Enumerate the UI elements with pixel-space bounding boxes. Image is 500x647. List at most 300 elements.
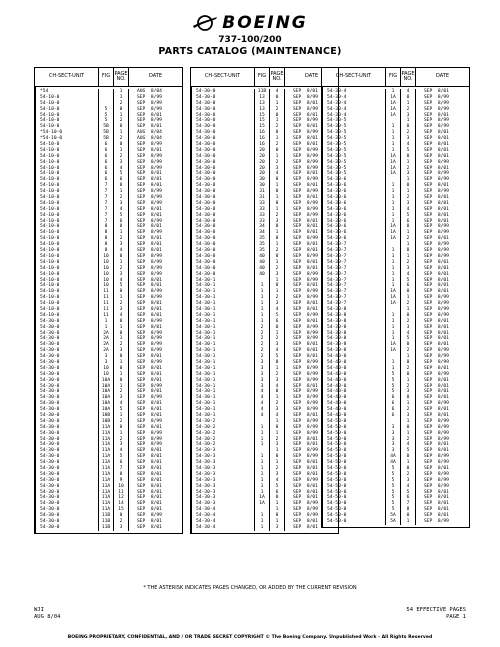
fig-cell: 3: [99, 360, 114, 366]
date-cell: SEP 8/01: [424, 277, 449, 283]
unit-cell: 54-30-7: [322, 242, 386, 248]
unit-cell: 54-30-0: [35, 425, 99, 431]
page-cell: 1: [401, 160, 416, 166]
aircraft-model: 737-100/200: [218, 35, 282, 45]
date-cell: SEP 8/01: [424, 112, 449, 118]
page-cell: 1: [270, 118, 285, 124]
page-cell: 1: [270, 136, 285, 142]
unit-cell: 54-10-0: [35, 266, 99, 272]
fig-cell: 6: [386, 407, 401, 413]
date-cell: SEP 8/99: [137, 318, 162, 324]
fig-cell: 10: [99, 254, 114, 260]
date-cell: SEP 8/01: [424, 324, 449, 330]
date-cell: SEP 8/01: [293, 348, 318, 354]
unit-cell: 54-30-1: [191, 283, 255, 289]
fig-cell: 11A: [99, 501, 114, 507]
fig-cell: 5: [386, 484, 401, 490]
unit-cell: 54-30-7: [322, 278, 386, 284]
unit-cell: 54-30-3: [191, 490, 255, 496]
date-cell: SEP 8/99: [424, 94, 449, 100]
unit-cell: 54-30-0: [35, 478, 99, 484]
date-cell: SEP 8/01: [293, 460, 318, 466]
unit-cell: 54-30-6: [322, 177, 386, 183]
unit-cell: 54-30-4: [322, 89, 386, 95]
fig-cell: 2A: [99, 342, 114, 348]
header-date: DATE: [148, 73, 162, 80]
fig-cell: 5A: [386, 513, 401, 519]
unit-cell: 54-10-0: [35, 124, 99, 130]
unit-cell: 54-30-6: [322, 219, 386, 225]
date-cell: SEP 8/99: [424, 230, 449, 236]
fig-cell: 1: [386, 130, 401, 136]
page-cell: 4: [401, 272, 416, 278]
date-cell: SEP 8/01: [137, 206, 162, 212]
page-cell: 1: [401, 295, 416, 301]
unit-cell: 54-50-0: [322, 490, 386, 496]
unit-cell: 54-40-0: [322, 372, 386, 378]
fig-cell: 1: [386, 336, 401, 342]
fig-cell: 11: [99, 307, 114, 313]
fig-cell: 10B: [99, 413, 114, 419]
fig-cell: 1: [386, 272, 401, 278]
fig-cell: 11A: [99, 484, 114, 490]
date-cell: SEP 8/01: [137, 283, 162, 289]
fig-cell: 7: [99, 219, 114, 225]
unit-cell: 54-30-0: [35, 366, 99, 372]
date-cell: SEP 8/01: [424, 265, 449, 271]
unit-cell: 54-10-0: [35, 107, 99, 113]
unit-cell: 54-30-7: [322, 283, 386, 289]
page-cell: 8: [114, 472, 129, 478]
unit-cell: 54-30-1: [191, 384, 255, 390]
unit-cell: 54-10-0: [35, 171, 99, 177]
unit-cell: 54-30-5: [322, 124, 386, 130]
page-cell: 3: [270, 407, 285, 413]
unit-cell: 54-30-0: [191, 118, 255, 124]
date-cell: SEP 8/99: [424, 301, 449, 307]
date-cell: SEP 8/01: [424, 271, 449, 277]
page-cell: 1: [270, 448, 285, 454]
page-cell: 3: [270, 525, 285, 531]
unit-cell: 54-40-0: [322, 401, 386, 407]
date-cell: SEP 8/01: [293, 489, 318, 495]
date-cell: SEP 8/99: [293, 189, 318, 195]
page-cell: 2: [270, 372, 285, 378]
fig-cell: 11A: [99, 437, 114, 443]
page-cell: 2: [270, 124, 285, 130]
page-cell: 0: [270, 95, 285, 101]
page-cell: 4: [114, 207, 129, 213]
page-cell: 15: [114, 507, 129, 513]
date-cell: SEP 8/99: [424, 189, 449, 195]
page-cell: 5: [401, 213, 416, 219]
page-cell: 1: [270, 101, 285, 107]
fig-cell: 1: [386, 201, 401, 207]
unit-cell: 54-30-6: [322, 213, 386, 219]
page-cell: 0: [270, 189, 285, 195]
document-header: [0, 12, 500, 57]
unit-cell: 54-30-4: [322, 95, 386, 101]
date-cell: SEP 8/99: [137, 359, 162, 365]
unit-cell: 54-10-0: [35, 219, 99, 225]
unit-cell: 54-10-0: [35, 307, 99, 313]
fig-cell: 40: [255, 266, 270, 272]
unit-cell: 54-30-0: [191, 95, 255, 101]
fig-cell: 7: [99, 201, 114, 207]
date-cell: SEP 8/01: [293, 524, 318, 530]
page-cell: 5: [114, 171, 129, 177]
page-cell: 0: [270, 513, 285, 519]
page-cell: 2: [401, 348, 416, 354]
page-cell: 0: [270, 130, 285, 136]
unit-cell: 54-30-8: [322, 336, 386, 342]
fig-cell: 2A: [99, 331, 114, 337]
fig-cell: 20: [255, 154, 270, 160]
fig-cell: 6: [99, 154, 114, 160]
page-cell: 6: [401, 219, 416, 225]
date-cell: SEP 8/99: [424, 106, 449, 112]
fig-cell: 1: [255, 289, 270, 295]
date-cell: SEP 8/01: [137, 412, 162, 418]
date-cell: SEP 8/99: [293, 371, 318, 377]
date-cell: SEP 8/99: [293, 118, 318, 124]
page-cell: 3: [401, 413, 416, 419]
page-cell: 2: [401, 130, 416, 136]
page-cell: 0: [114, 124, 129, 130]
page-cell: 4: [401, 207, 416, 213]
page-cell: 14: [114, 501, 129, 507]
fig-cell: 1: [386, 195, 401, 201]
page-cell: 1: [401, 189, 416, 195]
fig-cell: 4: [255, 407, 270, 413]
fig-cell: 1: [386, 325, 401, 331]
unit-cell: 54-30-0: [191, 142, 255, 148]
unit-cell: 54-30-4: [191, 513, 255, 519]
unit-cell: 54-30-0: [35, 448, 99, 454]
fig-cell: 6: [99, 166, 114, 172]
date-cell: SEP 8/99: [424, 430, 449, 436]
unit-cell: 54-50-0: [322, 472, 386, 478]
fig-cell: 1: [255, 283, 270, 289]
fig-cell: 1: [386, 366, 401, 372]
page-cell: 0: [114, 425, 129, 431]
fig-cell: 16: [255, 142, 270, 148]
date-cell: SEP 8/01: [424, 165, 449, 171]
unit-cell: 54-30-0: [35, 389, 99, 395]
unit-cell: 54-30-0: [35, 319, 99, 325]
date-cell: SEP 8/01: [293, 283, 318, 289]
fig-cell: 5: [99, 118, 114, 124]
unit-cell: 54-30-1: [191, 331, 255, 337]
date-cell: SEP 8/99: [137, 342, 162, 348]
date-cell: SEP 8/01: [293, 436, 318, 442]
page-cell: 1: [270, 460, 285, 466]
unit-cell: 54-10-0: [35, 160, 99, 166]
date-cell: SEP 8/99: [424, 171, 449, 177]
unit-cell: 54-30-0: [191, 154, 255, 160]
unit-cell: 54-50-0: [322, 460, 386, 466]
unit-cell: 54-30-0: [35, 454, 99, 460]
date-cell: SEP 8/99: [293, 336, 318, 342]
date-cell: SEP 8/01: [424, 130, 449, 136]
date-cell: SEP 8/01: [137, 501, 162, 507]
date-cell: SEP 8/99: [137, 142, 162, 148]
page-cell: 1: [401, 307, 416, 313]
fig-cell: 8: [99, 236, 114, 242]
unit-cell: 54-30-5: [322, 160, 386, 166]
unit-cell: 54-10-0: [35, 148, 99, 154]
unit-cell: 54-10-0: [35, 195, 99, 201]
date-cell: SEP 8/99: [293, 177, 318, 183]
unit-cell: 54-10-0: [35, 289, 99, 295]
page-cell: 0: [401, 425, 416, 431]
fig-cell: 10: [99, 283, 114, 289]
unit-cell: 54-30-0: [191, 272, 255, 278]
fig-cell: 20: [255, 160, 270, 166]
fig-cell: 1A: [386, 166, 401, 172]
date-cell: SEP 8/99: [293, 477, 318, 483]
fig-cell: 10: [99, 272, 114, 278]
table-row: [191, 525, 338, 531]
unit-cell: 54-10-0: [35, 189, 99, 195]
page-cell: 4: [401, 484, 416, 490]
effective-pages-table-2: [190, 67, 339, 534]
page-cell: 2: [401, 407, 416, 413]
page-cell: 5: [401, 278, 416, 284]
unit-cell: 54-30-3: [191, 460, 255, 466]
date-cell: SEP 8/01: [137, 324, 162, 330]
page-cell: 4: [270, 384, 285, 390]
page-cell: 5: [114, 407, 129, 413]
fig-cell: 3: [255, 372, 270, 378]
fig-cell: 1: [386, 89, 401, 95]
brand-name: BOEING: [222, 13, 308, 33]
date-cell: SEP 8/01: [137, 306, 162, 312]
date-cell: SEP 8/01: [137, 401, 162, 407]
table-header: [191, 68, 338, 87]
page-cell: 3: [270, 301, 285, 307]
unit-cell: 54-30-6: [322, 183, 386, 189]
date-cell: AUG 8/04: [137, 130, 162, 136]
date-cell: SEP 8/01: [137, 177, 162, 183]
fig-cell: 1: [386, 142, 401, 148]
date-cell: SEP 8/99: [424, 519, 449, 525]
page-cell: 4: [270, 478, 285, 484]
unit-cell: 54-30-3: [191, 478, 255, 484]
unit-cell: 54-30-0: [191, 254, 255, 260]
page-cell: 3: [401, 136, 416, 142]
page-cell: 3: [270, 272, 285, 278]
date-cell: SEP 8/01: [293, 483, 318, 489]
fig-cell: 5: [386, 472, 401, 478]
page-cell: 1: [401, 419, 416, 425]
fig-cell: 5: [386, 389, 401, 395]
fig-cell: 15: [255, 124, 270, 130]
unit-cell: 54-30-0: [35, 325, 99, 331]
page-cell: 2: [114, 342, 129, 348]
date-cell: SEP 8/01: [137, 354, 162, 360]
fig-cell: 10: [99, 266, 114, 272]
date-cell: SEP 8/01: [137, 495, 162, 501]
fig-cell: 11A: [99, 507, 114, 513]
fig-cell: 11A: [99, 431, 114, 437]
date-cell: SEP 8/99: [293, 147, 318, 153]
unit-cell: 54-30-0: [191, 224, 255, 230]
page-cell: 0: [401, 513, 416, 519]
fig-cell: 2: [255, 348, 270, 354]
date-cell: SEP 8/99: [137, 106, 162, 112]
fig-cell: 1: [255, 519, 270, 525]
unit-cell: 54-30-3: [191, 454, 255, 460]
date-cell: SEP 8/01: [424, 330, 449, 336]
fig-cell: 1: [386, 319, 401, 325]
table-body: [35, 87, 182, 533]
page-cell: 1: [114, 413, 129, 419]
unit-cell: 54-30-1: [191, 336, 255, 342]
page-cell: 3: [401, 389, 416, 395]
date-cell: SEP 8/01: [137, 365, 162, 371]
date-cell: SEP 8/01: [137, 507, 162, 513]
unit-cell: 54-30-6: [322, 207, 386, 213]
date-cell: SEP 8/01: [137, 248, 162, 254]
fig-cell: 4A: [386, 460, 401, 466]
header-fig: FIG: [99, 68, 114, 86]
unit-cell: 54-30-0: [191, 113, 255, 119]
date-cell: SEP 8/99: [137, 336, 162, 342]
unit-cell: 54-30-0: [191, 160, 255, 166]
unit-cell: 54-30-0: [35, 378, 99, 384]
page-cell: 3: [114, 272, 129, 278]
fig-cell: 5: [386, 501, 401, 507]
unit-cell: 54-30-5: [322, 166, 386, 172]
fig-cell: 20: [255, 166, 270, 172]
page-cell: 0: [114, 513, 129, 519]
date-cell: SEP 8/99: [424, 348, 449, 354]
fig-cell: 6: [99, 171, 114, 177]
fig-cell: 11B: [255, 89, 270, 95]
date-cell: SEP 8/01: [424, 383, 449, 389]
fig-cell: 11A: [99, 490, 114, 496]
date-cell: SEP 8/01: [137, 471, 162, 477]
page-cell: 0: [270, 148, 285, 154]
date-cell: SEP 8/99: [293, 395, 318, 401]
unit-cell: 54-30-0: [35, 336, 99, 342]
unit-cell: 54-30-0: [191, 230, 255, 236]
unit-cell: 54-30-1: [191, 401, 255, 407]
date-cell: SEP 8/01: [137, 147, 162, 153]
date-cell: SEP 8/01: [424, 389, 449, 395]
unit-cell: 54-30-0: [35, 513, 99, 519]
page-cell: 0: [401, 248, 416, 254]
page-cell: 1: [270, 419, 285, 425]
unit-cell: 54-50-0: [322, 454, 386, 460]
date-cell: SEP 8/01: [424, 206, 449, 212]
page-cell: 0: [114, 142, 129, 148]
unit-cell: 54-30-1: [191, 395, 255, 401]
page-cell: 0: [270, 224, 285, 230]
unit-cell: 54-30-4: [322, 101, 386, 107]
fig-cell: 1: [386, 260, 401, 266]
date-cell: SEP 8/01: [424, 142, 449, 148]
page-cell: 1: [401, 177, 416, 183]
unit-cell: 54-30-0: [191, 130, 255, 136]
date-cell: SEP 8/01: [424, 136, 449, 142]
unit-cell: 54-30-0: [35, 401, 99, 407]
footer-section-title: 54 EFFECTIVE PAGES: [406, 607, 466, 613]
unit-cell: 54-30-3: [191, 448, 255, 454]
date-cell: SEP 8/01: [293, 218, 318, 224]
unit-cell: 54-10-0: [35, 113, 99, 119]
unit-cell: 54-50-0: [322, 466, 386, 472]
page-cell: 0: [270, 495, 285, 501]
unit-cell: 54-30-5: [322, 118, 386, 124]
fig-cell: 1: [255, 478, 270, 484]
page-cell: 4: [401, 331, 416, 337]
fig-cell: 11: [99, 289, 114, 295]
unit-cell: 54-30-1: [191, 307, 255, 313]
unit-cell: 54-30-0: [191, 195, 255, 201]
date-cell: SEP 8/99: [424, 295, 449, 301]
fig-cell: 1: [386, 248, 401, 254]
fig-cell: 5A: [386, 519, 401, 525]
unit-cell: 54-30-2: [191, 425, 255, 431]
unit-cell: 54-10-0: [35, 278, 99, 284]
date-cell: SEP 8/01: [424, 448, 449, 454]
fig-cell: 11B: [99, 513, 114, 519]
fig-cell: 3: [386, 431, 401, 437]
fig-cell: 1: [386, 207, 401, 213]
unit-cell: 54-30-0: [35, 360, 99, 366]
unit-cell: 54-30-0: [35, 331, 99, 337]
unit-cell: 54-30-0: [191, 266, 255, 272]
page-cell: 0: [401, 124, 416, 130]
date-cell: SEP 8/99: [293, 418, 318, 424]
date-cell: SEP 8/01: [137, 224, 162, 230]
fig-cell: 5: [386, 372, 401, 378]
fig-cell: 2A: [99, 348, 114, 354]
unit-cell: 54-30-0: [35, 413, 99, 419]
page-cell: 3: [401, 478, 416, 484]
date-cell: SEP 8/01: [424, 153, 449, 159]
unit-cell: 54-30-4: [191, 519, 255, 525]
fig-cell: 1: [99, 319, 114, 325]
date-cell: SEP 8/01: [293, 383, 318, 389]
unit-cell: *54: [35, 89, 99, 95]
fig-cell: 1: [386, 124, 401, 130]
unit-cell: 54-30-7: [322, 260, 386, 266]
page-cell: 5: [401, 148, 416, 154]
date-cell: SEP 8/01: [424, 183, 449, 189]
unit-cell: 54-30-0: [35, 495, 99, 501]
page-cell: 1: [270, 395, 285, 401]
fig-cell: 11A: [99, 442, 114, 448]
date-cell: SEP 8/99: [424, 401, 449, 407]
fig-cell: 1: [255, 484, 270, 490]
unit-cell: 54-30-0: [191, 260, 255, 266]
fig-cell: 6: [386, 401, 401, 407]
unit-cell: *54-10-0: [35, 136, 99, 142]
page-cell: 4: [114, 313, 129, 319]
date-cell: SEP 8/99: [293, 200, 318, 206]
unit-cell: 54-10-0: [35, 101, 99, 107]
unit-cell: 54-30-7: [322, 301, 386, 307]
date-cell: SEP 8/01: [137, 424, 162, 430]
unit-cell: 54-30-6: [322, 189, 386, 195]
date-cell: SEP 8/99: [293, 289, 318, 295]
footer-right: [406, 607, 466, 621]
date-cell: AUG 8/04: [137, 89, 162, 94]
fig-cell: 1A: [386, 160, 401, 166]
